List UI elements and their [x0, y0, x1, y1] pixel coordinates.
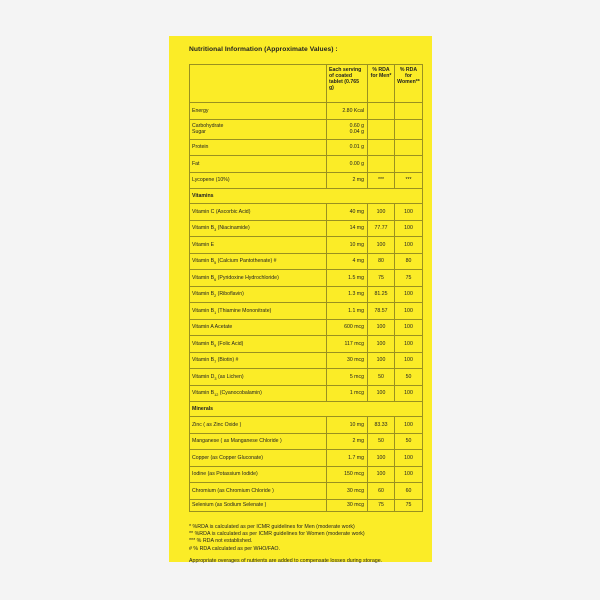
header-serving: Each serving of coated tablet (0.765 g) [327, 65, 368, 103]
vitamin-prefix: Vitamin D [192, 373, 215, 380]
rda-women [395, 156, 423, 173]
rda-men: 100 [368, 450, 395, 467]
rda-men [368, 119, 395, 139]
nutrient-amount: 10 mg [327, 237, 368, 254]
vitamin-suffix: (Thiamine Mononitrate) [216, 307, 272, 314]
nutrient-name [190, 336, 327, 353]
table-row-vitamin-b12 [190, 385, 423, 402]
nutrient-amount: 1.3 mg [327, 286, 368, 303]
footnote-overages: Appropriate overages of nutrients are added to compensate losses during storage. [189, 558, 383, 565]
rda-men: 100 [368, 336, 395, 353]
vitamin-suffix: (Niacinamide) [216, 225, 250, 232]
vitamin-subscript: 6 [214, 277, 217, 282]
table-row-lycopene [190, 172, 423, 189]
nutrient-amount: 1.1 mg [327, 303, 368, 320]
footnote-men: * %RDA is calculated as per ICMR guidelines for Men (moderate work) [189, 523, 355, 530]
nutrient-amount: 0.00 g [327, 156, 368, 173]
rda-men: 78.57 [368, 303, 395, 320]
table-row-vitamin-b1 [190, 303, 423, 320]
rda-women: 100 [395, 237, 423, 254]
vitamin-subscript: 3 [214, 376, 217, 381]
vitamin-suffix: (Biotin) # [216, 357, 239, 364]
table-row-iodine [190, 466, 423, 483]
nutrient-amount: 600 mcg [327, 319, 368, 336]
rda-women: 100 [395, 220, 423, 237]
vitamin-subscript: 9 [214, 343, 217, 348]
nutrient-name: Chromium (as Chromium Chloride ) [190, 483, 327, 500]
nutrient-amount: 1.5 mg [327, 270, 368, 287]
vitamin-prefix: Vitamin B [192, 225, 215, 232]
table-row-vitamin-b3 [190, 220, 423, 237]
rda-men: 81.25 [368, 286, 395, 303]
rda-men: 80 [368, 253, 395, 270]
table-row-vitamin-c [190, 204, 423, 221]
sugar-name: Sugar [192, 129, 206, 135]
nutrient-name [190, 253, 327, 270]
rda-men: *** [368, 172, 395, 189]
vitamin-prefix: Vitamin B [192, 340, 215, 347]
rda-women [395, 103, 423, 120]
rda-women: 100 [395, 204, 423, 221]
nutrient-name [190, 220, 327, 237]
nutrient-amount: 1 mcg [327, 385, 368, 402]
nutrient-amount: 10 mg [327, 417, 368, 434]
vitamin-subscript: 1 [214, 310, 217, 315]
vitamin-subscript: 5 [214, 261, 217, 266]
rda-women: 100 [395, 417, 423, 434]
nutrition-table [189, 64, 423, 512]
vitamin-subscript: 12 [214, 393, 219, 398]
rda-women: 100 [395, 336, 423, 353]
vitamin-prefix: Vitamin B [192, 291, 215, 298]
table-row-vitamin-d3 [190, 369, 423, 386]
rda-women: 60 [395, 483, 423, 500]
nutrient-name: Energy [190, 103, 327, 120]
nutrient-name [190, 286, 327, 303]
nutrient-name: Selenium (as Sodium Selenate ) [190, 499, 327, 511]
vitamin-suffix: (Riboflavin) [216, 291, 244, 298]
rda-women: 80 [395, 253, 423, 270]
vitamin-subscript: 3 [214, 228, 217, 233]
nutrient-amount: 0.01 g [327, 139, 368, 156]
rda-men [368, 139, 395, 156]
rda-men: 100 [368, 319, 395, 336]
vitamin-prefix: Vitamin B [192, 390, 215, 397]
sugar-amount: 0.04 g [349, 129, 364, 135]
section-vitamins [190, 189, 423, 204]
table-row-energy [190, 103, 423, 120]
rda-men: 100 [368, 237, 395, 254]
vitamin-prefix: Vitamin B [192, 274, 215, 281]
nutrient-name: Vitamin A Acetate [190, 319, 327, 336]
rda-men: 100 [368, 466, 395, 483]
rda-women: 100 [395, 286, 423, 303]
rda-men: 77.77 [368, 220, 395, 237]
vitamin-suffix: (Pyridoxine Hydrochloride) [216, 274, 279, 281]
table-row-protein [190, 139, 423, 156]
nutrient-name [190, 369, 327, 386]
section-heading: Minerals [190, 402, 423, 417]
nutrient-name: Lycopene (10%) [190, 172, 327, 189]
rda-women [395, 139, 423, 156]
carb-amount: 0.60 g [349, 122, 364, 129]
rda-women: 100 [395, 450, 423, 467]
nutrition-title: Nutritional Information (Approximate Values) : [189, 46, 338, 53]
table-row-vitamin-b5 [190, 253, 423, 270]
table-row-vitamin-b2 [190, 286, 423, 303]
header-rda-women: % RDA for Women** [395, 65, 423, 103]
rda-men [368, 156, 395, 173]
vitamin-prefix: Vitamin B [192, 307, 215, 314]
nutrient-amount: 2 mg [327, 172, 368, 189]
table-row-selenium [190, 499, 423, 511]
footnote-women: ** %RDA is calculated as per ICMR guidelines for Women (moderate work) [189, 530, 365, 537]
vitamin-suffix: (Folic Acid) [216, 340, 244, 347]
rda-men: 100 [368, 385, 395, 402]
nutrient-name [190, 385, 327, 402]
nutrient-amount [327, 119, 368, 139]
nutrient-name: Iodine (as Potassium Iodide) [190, 466, 327, 483]
nutrient-name: Manganese ( as Manganese Chloride ) [190, 433, 327, 450]
nutrient-amount: 30 mcg [327, 352, 368, 369]
nutrient-amount: 5 mcg [327, 369, 368, 386]
rda-women: *** [395, 172, 423, 189]
table-row-zinc [190, 417, 423, 434]
vitamin-suffix: (Calcium Pantothenate) # [216, 258, 277, 265]
nutrient-amount: 117 mcg [327, 336, 368, 353]
rda-women: 100 [395, 466, 423, 483]
header-blank [190, 65, 327, 103]
rda-women: 100 [395, 385, 423, 402]
table-row-copper [190, 450, 423, 467]
rda-men [368, 103, 395, 120]
rda-women: 100 [395, 303, 423, 320]
vitamin-suffix: (as Lichen) [216, 373, 244, 380]
table-row-carbohydrate [190, 119, 423, 139]
table-header-row [190, 65, 423, 103]
footnote-not-established: *** % RDA not established. [189, 538, 253, 545]
rda-women [395, 119, 423, 139]
table-row-vitamin-b7 [190, 352, 423, 369]
nutrient-amount: 2 mg [327, 433, 368, 450]
nutrient-name [190, 352, 327, 369]
rda-men: 100 [368, 204, 395, 221]
footnote-who-fao: # % RDA calculated as per WHO/FAO. [189, 545, 280, 552]
nutrient-amount: 2.80 Kcal [327, 103, 368, 120]
rda-women: 75 [395, 270, 423, 287]
rda-men: 83.33 [368, 417, 395, 434]
nutrient-name: Protein [190, 139, 327, 156]
table-row-manganese [190, 433, 423, 450]
rda-men: 75 [368, 499, 395, 511]
rda-men: 60 [368, 483, 395, 500]
nutrient-amount: 1.7 mg [327, 450, 368, 467]
nutrient-name: Vitamin E [190, 237, 327, 254]
section-heading: Vitamins [190, 189, 423, 204]
header-rda-men: % RDA for Men* [368, 65, 395, 103]
rda-women: 75 [395, 499, 423, 511]
nutrient-name: Zinc ( as Zinc Oxide ) [190, 417, 327, 434]
nutrient-name: Vitamin C (Ascorbic Acid) [190, 204, 327, 221]
nutrient-name [190, 270, 327, 287]
rda-women: 50 [395, 433, 423, 450]
table-row-vitamin-b9 [190, 336, 423, 353]
vitamin-subscript: 7 [214, 360, 217, 365]
rda-men: 50 [368, 369, 395, 386]
table-row-vitamin-e [190, 237, 423, 254]
nutrient-amount: 150 mcg [327, 466, 368, 483]
nutrient-name [190, 303, 327, 320]
table-row-chromium [190, 483, 423, 500]
vitamin-subscript: 2 [214, 294, 217, 299]
vitamin-prefix: Vitamin B [192, 357, 215, 364]
vitamin-suffix: (Cyanocobalamin) [218, 390, 262, 397]
rda-men: 50 [368, 433, 395, 450]
carb-name: Carbohydrate [192, 122, 224, 129]
section-minerals [190, 402, 423, 417]
nutrient-name: Copper (as Copper Gluconate) [190, 450, 327, 467]
nutrient-amount: 4 mg [327, 253, 368, 270]
nutrient-amount: 30 mcg [327, 483, 368, 500]
rda-men: 75 [368, 270, 395, 287]
vitamin-prefix: Vitamin B [192, 258, 215, 265]
rda-women: 50 [395, 369, 423, 386]
table-row-vitamin-a [190, 319, 423, 336]
table-row-fat [190, 156, 423, 173]
nutrient-amount: 40 mg [327, 204, 368, 221]
rda-women: 100 [395, 319, 423, 336]
rda-men: 100 [368, 352, 395, 369]
table-row-vitamin-b6 [190, 270, 423, 287]
rda-women: 100 [395, 352, 423, 369]
nutrient-name: Fat [190, 156, 327, 173]
nutrient-name [190, 119, 327, 139]
nutrition-label-panel [169, 36, 432, 565]
nutrient-amount: 14 mg [327, 220, 368, 237]
footnotes [189, 524, 422, 566]
nutrient-amount: 30 mcg [327, 499, 368, 511]
